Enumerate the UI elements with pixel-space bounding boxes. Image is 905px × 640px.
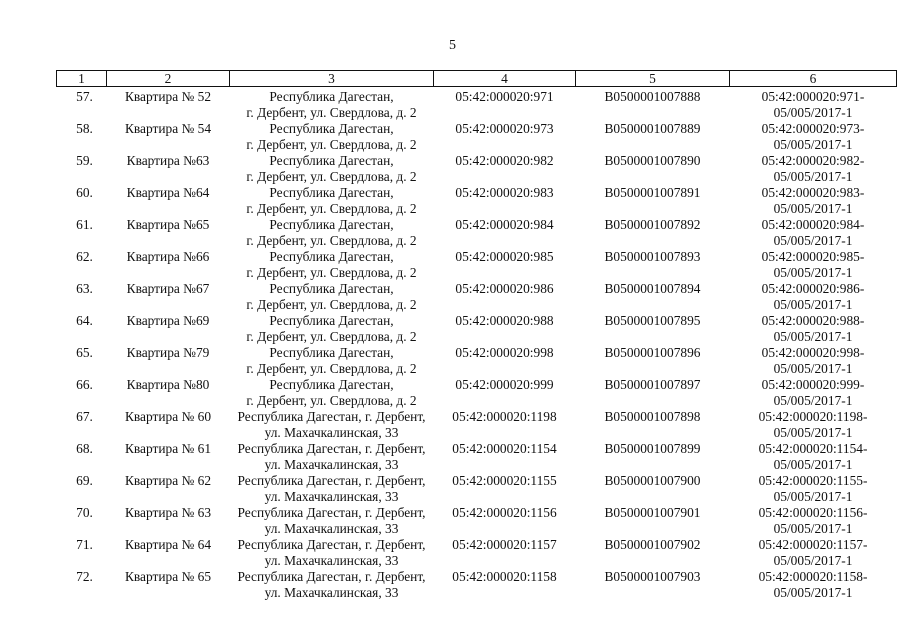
registration-record-line-1: 05:42:000020:1157- (758, 537, 868, 552)
registry-code-cell (576, 249, 730, 281)
registration-record-cell (730, 153, 897, 185)
object-name: Квартира № 64 (124, 537, 212, 552)
address-cell (230, 153, 434, 185)
address-cell (230, 569, 434, 601)
registry-code-cell (576, 121, 730, 153)
row-number: 71. (76, 537, 93, 552)
object-name-cell (107, 569, 230, 601)
cadastral-number-cell (434, 185, 576, 217)
address-line-2: г. Дербент, ул. Свердлова, д. 2 (246, 233, 417, 248)
row-number: 68. (76, 441, 93, 456)
object-name-cell (107, 87, 230, 122)
cadastral-number-cell (434, 281, 576, 313)
registry-code: В0500001007901 (604, 505, 701, 520)
column-header: 5 (576, 71, 730, 87)
table-row (57, 121, 897, 153)
row-number-cell (57, 313, 107, 345)
registry-code: В0500001007894 (604, 281, 701, 296)
address-line-1: Республика Дагестан, г. Дербент, (237, 569, 426, 584)
cadastral-number: 05:42:000020:999 (455, 377, 554, 392)
object-name-cell (107, 505, 230, 537)
registration-record-line-1: 05:42:000020:982- (761, 153, 865, 168)
row-number: 70. (76, 505, 93, 520)
address-line-2: г. Дербент, ул. Свердлова, д. 2 (246, 361, 417, 376)
cadastral-number: 05:42:000020:988 (455, 313, 554, 328)
registration-record-line-1: 05:42:000020:986- (761, 281, 865, 296)
registration-record-cell (730, 87, 897, 122)
cadastral-number: 05:42:000020:984 (455, 217, 554, 232)
registration-record-line-2: 05/005/2017-1 (773, 457, 853, 472)
table-row (57, 185, 897, 217)
cadastral-number-cell (434, 121, 576, 153)
registration-record-cell (730, 345, 897, 377)
registry-code: В0500001007889 (604, 121, 701, 136)
row-number-cell (57, 217, 107, 249)
address-line-1: Республика Дагестан, г. Дербент, (237, 441, 426, 456)
cadastral-number: 05:42:000020:971 (455, 89, 554, 104)
registry-code: В0500001007895 (604, 313, 701, 328)
registration-record-line-1: 05:42:000020:1158- (758, 569, 868, 584)
registration-record-line-1: 05:42:000020:985- (761, 249, 865, 264)
registry-code-cell (576, 409, 730, 441)
object-name: Квартира №66 (126, 249, 210, 264)
table-row (57, 473, 897, 505)
cadastral-number-cell (434, 345, 576, 377)
registration-record-line-2: 05/005/2017-1 (773, 489, 853, 504)
registration-record-line-2: 05/005/2017-1 (773, 265, 853, 280)
row-number-cell (57, 569, 107, 601)
registry-code: В0500001007903 (604, 569, 701, 584)
address-cell (230, 473, 434, 505)
object-name: Квартира № 65 (124, 569, 212, 584)
cadastral-number-cell (434, 313, 576, 345)
address-line-2: ул. Махачкалинская, 33 (264, 521, 399, 536)
address-line-1: Республика Дагестан, (269, 377, 394, 392)
registry-code: В0500001007897 (604, 377, 701, 392)
address-cell (230, 249, 434, 281)
registration-record-cell (730, 473, 897, 505)
registration-record-line-2: 05/005/2017-1 (773, 553, 853, 568)
registry-code-cell (576, 345, 730, 377)
registration-record-cell (730, 377, 897, 409)
registry-code-cell (576, 569, 730, 601)
cadastral-number: 05:42:000020:973 (455, 121, 554, 136)
object-name: Квартира № 62 (124, 473, 212, 488)
registration-record-cell (730, 185, 897, 217)
address-cell (230, 313, 434, 345)
property-table (56, 70, 897, 601)
cadastral-number: 05:42:000020:1198 (452, 409, 557, 424)
registry-code-cell (576, 377, 730, 409)
column-header: 6 (730, 71, 897, 87)
row-number-cell (57, 473, 107, 505)
address-line-2: г. Дербент, ул. Свердлова, д. 2 (246, 297, 417, 312)
address-line-2: г. Дербент, ул. Свердлова, д. 2 (246, 393, 417, 408)
row-number-cell (57, 249, 107, 281)
address-line-1: Республика Дагестан, (269, 185, 394, 200)
address-line-2: г. Дербент, ул. Свердлова, д. 2 (246, 137, 417, 152)
row-number: 60. (76, 185, 93, 200)
object-name: Квартира №69 (126, 313, 210, 328)
row-number: 69. (76, 473, 93, 488)
row-number: 57. (76, 89, 93, 104)
table-row (57, 153, 897, 185)
address-line-2: г. Дербент, ул. Свердлова, д. 2 (246, 105, 417, 120)
registry-code: В0500001007898 (604, 409, 701, 424)
registration-record-line-1: 05:42:000020:983- (761, 185, 865, 200)
address-cell (230, 217, 434, 249)
row-number: 59. (76, 153, 93, 168)
row-number-cell (57, 409, 107, 441)
object-name: Квартира № 63 (124, 505, 212, 520)
registration-record-line-2: 05/005/2017-1 (773, 137, 853, 152)
row-number-cell (57, 87, 107, 122)
address-line-1: Республика Дагестан, г. Дербент, (237, 505, 426, 520)
cadastral-number: 05:42:000020:1157 (452, 537, 557, 552)
address-line-1: Республика Дагестан, (269, 313, 394, 328)
address-line-2: ул. Махачкалинская, 33 (264, 457, 399, 472)
row-number: 66. (76, 377, 93, 392)
column-header: 2 (107, 71, 230, 87)
registration-record-line-1: 05:42:000020:1155- (758, 473, 868, 488)
object-name-cell (107, 217, 230, 249)
registry-code: В0500001007893 (604, 249, 701, 264)
registration-record-line-1: 05:42:000020:973- (761, 121, 865, 136)
address-line-1: Республика Дагестан, г. Дербент, (237, 409, 426, 424)
registry-code: В0500001007888 (604, 89, 701, 104)
row-number-cell (57, 345, 107, 377)
address-cell (230, 409, 434, 441)
table-row (57, 409, 897, 441)
address-cell (230, 505, 434, 537)
object-name-cell (107, 249, 230, 281)
registration-record-line-2: 05/005/2017-1 (773, 361, 853, 376)
address-line-1: Республика Дагестан, г. Дербент, (237, 473, 426, 488)
address-line-2: г. Дербент, ул. Свердлова, д. 2 (246, 169, 417, 184)
address-line-1: Республика Дагестан, (269, 345, 394, 360)
address-line-1: Республика Дагестан, (269, 281, 394, 296)
registry-code-cell (576, 185, 730, 217)
address-cell (230, 345, 434, 377)
registry-code-cell (576, 217, 730, 249)
address-cell (230, 121, 434, 153)
object-name: Квартира № 61 (124, 441, 212, 456)
object-name-cell (107, 409, 230, 441)
registration-record-line-1: 05:42:000020:999- (761, 377, 865, 392)
table-row (57, 87, 897, 122)
table-row (57, 441, 897, 473)
registration-record-cell (730, 249, 897, 281)
registration-record-line-2: 05/005/2017-1 (773, 521, 853, 536)
address-line-1: Республика Дагестан, (269, 249, 394, 264)
registration-record-line-1: 05:42:000020:971- (761, 89, 865, 104)
table-body (57, 87, 897, 602)
address-cell (230, 281, 434, 313)
registration-record-line-1: 05:42:000020:984- (761, 217, 865, 232)
row-number-cell (57, 153, 107, 185)
row-number-cell (57, 185, 107, 217)
registration-record-line-2: 05/005/2017-1 (773, 105, 853, 120)
registration-record-line-1: 05:42:000020:1198- (758, 409, 868, 424)
cadastral-number: 05:42:000020:998 (455, 345, 554, 360)
object-name: Квартира № 54 (124, 121, 212, 136)
registration-record-line-1: 05:42:000020:1156- (758, 505, 868, 520)
row-number: 58. (76, 121, 93, 136)
address-line-2: ул. Махачкалинская, 33 (264, 553, 399, 568)
row-number: 63. (76, 281, 93, 296)
cadastral-number-cell (434, 377, 576, 409)
column-header: 1 (57, 71, 107, 87)
registry-code: В0500001007891 (604, 185, 701, 200)
object-name-cell (107, 153, 230, 185)
cadastral-number-cell (434, 409, 576, 441)
address-line-1: Республика Дагестан, г. Дербент, (237, 537, 426, 552)
registry-code-cell (576, 537, 730, 569)
row-number-cell (57, 505, 107, 537)
table-row (57, 249, 897, 281)
address-cell (230, 185, 434, 217)
registration-record-line-2: 05/005/2017-1 (773, 585, 853, 600)
registry-code: В0500001007896 (604, 345, 701, 360)
object-name-cell (107, 185, 230, 217)
cadastral-number: 05:42:000020:986 (455, 281, 554, 296)
registration-record-line-2: 05/005/2017-1 (773, 169, 853, 184)
row-number-cell (57, 441, 107, 473)
registration-record-line-2: 05/005/2017-1 (773, 201, 853, 216)
address-line-2: ул. Махачкалинская, 33 (264, 585, 399, 600)
object-name-cell (107, 441, 230, 473)
object-name-cell (107, 345, 230, 377)
cadastral-number-cell (434, 473, 576, 505)
registry-code-cell (576, 153, 730, 185)
registration-record-line-2: 05/005/2017-1 (773, 425, 853, 440)
registration-record-line-2: 05/005/2017-1 (773, 233, 853, 248)
address-line-1: Республика Дагестан, (269, 89, 394, 104)
row-number-cell (57, 281, 107, 313)
row-number: 64. (76, 313, 93, 328)
table-row (57, 345, 897, 377)
address-cell (230, 377, 434, 409)
cadastral-number: 05:42:000020:985 (455, 249, 554, 264)
cadastral-number-cell (434, 569, 576, 601)
table-row (57, 217, 897, 249)
address-line-2: ул. Махачкалинская, 33 (264, 425, 399, 440)
registry-code-cell (576, 473, 730, 505)
registration-record-line-2: 05/005/2017-1 (773, 393, 853, 408)
cadastral-number-cell (434, 441, 576, 473)
object-name-cell (107, 537, 230, 569)
object-name: Квартира №67 (126, 281, 210, 296)
registration-record-line-2: 05/005/2017-1 (773, 329, 853, 344)
table-row (57, 377, 897, 409)
registry-code-cell (576, 281, 730, 313)
registry-code: В0500001007900 (604, 473, 701, 488)
table-row (57, 313, 897, 345)
object-name-cell (107, 473, 230, 505)
cadastral-number-cell (434, 87, 576, 122)
address-line-2: ул. Махачкалинская, 33 (264, 489, 399, 504)
object-name: Квартира № 60 (124, 409, 212, 424)
object-name: Квартира №64 (126, 185, 210, 200)
address-cell (230, 87, 434, 122)
row-number: 65. (76, 345, 93, 360)
column-header: 4 (434, 71, 576, 87)
object-name: Квартира №63 (126, 153, 210, 168)
page-number: 5 (449, 38, 456, 53)
address-cell (230, 441, 434, 473)
cadastral-number: 05:42:000020:983 (455, 185, 554, 200)
registry-code-cell (576, 87, 730, 122)
registration-record-line-1: 05:42:000020:988- (761, 313, 865, 328)
cadastral-number-cell (434, 249, 576, 281)
row-number: 67. (76, 409, 93, 424)
registry-code-cell (576, 441, 730, 473)
object-name-cell (107, 121, 230, 153)
cadastral-number-cell (434, 505, 576, 537)
address-line-1: Республика Дагестан, (269, 217, 394, 232)
object-name: Квартира №65 (126, 217, 210, 232)
cadastral-number: 05:42:000020:982 (455, 153, 554, 168)
column-header: 3 (230, 71, 434, 87)
address-line-1: Республика Дагестан, (269, 153, 394, 168)
address-line-1: Республика Дагестан, (269, 121, 394, 136)
address-line-2: г. Дербент, ул. Свердлова, д. 2 (246, 265, 417, 280)
cadastral-number: 05:42:000020:1158 (452, 569, 557, 584)
registration-record-cell (730, 281, 897, 313)
cadastral-number-cell (434, 217, 576, 249)
row-number-cell (57, 537, 107, 569)
object-name: Квартира №80 (126, 377, 210, 392)
row-number: 61. (76, 217, 93, 232)
object-name-cell (107, 281, 230, 313)
cadastral-number: 05:42:000020:1155 (452, 473, 557, 488)
row-number-cell (57, 121, 107, 153)
cadastral-number: 05:42:000020:1154 (452, 441, 557, 456)
table-row (57, 569, 897, 601)
registry-code-cell (576, 313, 730, 345)
object-name-cell (107, 313, 230, 345)
registration-record-line-1: 05:42:000020:998- (761, 345, 865, 360)
address-cell (230, 537, 434, 569)
registry-code: В0500001007899 (604, 441, 701, 456)
address-line-2: г. Дербент, ул. Свердлова, д. 2 (246, 201, 417, 216)
object-name: Квартира № 52 (124, 89, 212, 104)
registry-code-cell (576, 505, 730, 537)
registration-record-line-2: 05/005/2017-1 (773, 297, 853, 312)
registration-record-cell (730, 537, 897, 569)
registration-record-line-1: 05:42:000020:1154- (758, 441, 868, 456)
table-row (57, 505, 897, 537)
registration-record-cell (730, 409, 897, 441)
registration-record-cell (730, 441, 897, 473)
table-row (57, 537, 897, 569)
registry-code: В0500001007892 (604, 217, 701, 232)
cadastral-number-cell (434, 153, 576, 185)
cadastral-number: 05:42:000020:1156 (452, 505, 557, 520)
row-number: 62. (76, 249, 93, 264)
registration-record-cell (730, 313, 897, 345)
table-row (57, 281, 897, 313)
registration-record-cell (730, 569, 897, 601)
object-name-cell (107, 377, 230, 409)
registry-code: В0500001007890 (604, 153, 701, 168)
registration-record-cell (730, 505, 897, 537)
address-line-2: г. Дербент, ул. Свердлова, д. 2 (246, 329, 417, 344)
registration-record-cell (730, 121, 897, 153)
registration-record-cell (730, 217, 897, 249)
header-row (57, 71, 897, 87)
object-name: Квартира №79 (126, 345, 210, 360)
row-number-cell (57, 377, 107, 409)
registry-code: В0500001007902 (604, 537, 701, 552)
row-number: 72. (76, 569, 93, 584)
cadastral-number-cell (434, 537, 576, 569)
